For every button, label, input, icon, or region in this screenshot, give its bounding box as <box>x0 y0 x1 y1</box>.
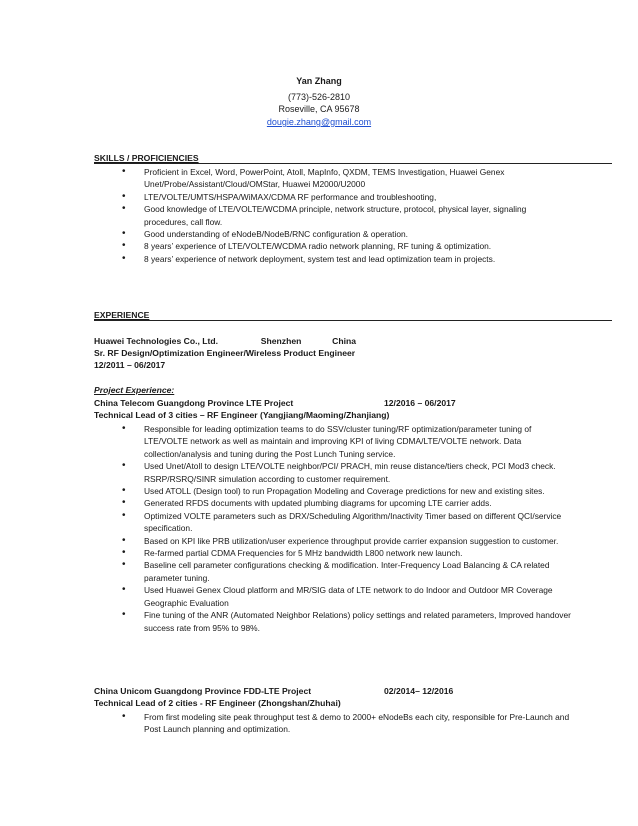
company-country: China <box>332 336 357 346</box>
skill-item: • Proficient in Excel, Word, PowerPoint, Atoll, MapInfo, QXDM, TEMS Investigation, Huawei Genex Unet/Probe/Assistant/Cloud/OMStar, Huawei M2000/U2000 <box>119 166 559 191</box>
responsibility-item: • From first modeling site peak throughput test & demo to 2000+ eNodeBs each city, responsible for Pre-Launch and Post Launch planning and optimization. <box>119 711 574 736</box>
email-link[interactable]: dougie.zhang@gmail.com <box>266 117 372 127</box>
responsibility-item: • Generated RFDS documents with updated plumbing diagrams for upcoming LTE carrier adds. <box>119 497 574 509</box>
experience-heading: EXPERIENCE <box>94 310 612 321</box>
projects-label: Project Experience: <box>94 385 175 395</box>
skill-item: • 8 years’ experience of network deployment, system test and lead optimization team in projects. <box>119 253 559 265</box>
project-dates: 02/2014– 12/2016 <box>384 686 454 696</box>
skill-item: • Good knowledge of LTE/VOLTE/WCDMA principle, network structure, protocol, physical layer, signaling procedures, call flow. <box>119 203 559 228</box>
responsibility-item: • Baseline cell parameter configurations checking & modification. Inter-Frequency Load Balancing & CA related parameter tuning. <box>119 559 574 584</box>
company-name: Huawei Technologies Co., Ltd. <box>94 336 218 346</box>
phone-number: (773)-526-2810 <box>287 92 351 102</box>
project-role: Technical Lead of 2 cities - RF Engineer (Zhongshan/Zhuhai) <box>94 698 341 708</box>
skills-heading: SKILLS / PROFICIENCIES <box>94 153 612 164</box>
project-responsibilities <box>119 423 574 634</box>
project-name: China Unicom Guangdong Province FDD-LTE Project <box>94 686 312 696</box>
job-period: 12/2011 – 06/2017 <box>94 360 166 370</box>
project-name: China Telecom Guangdong Province LTE Project <box>94 398 294 408</box>
project-role: Technical Lead of 3 cities – RF Engineer (Yangjiang/Maoming/Zhanjiang) <box>94 410 390 420</box>
responsibility-item: • Optimized VOLTE parameters such as DRX/Scheduling Algorithm/Inactivity Timer based on different QCI/service specification. <box>119 510 574 535</box>
job-title: Sr. RF Design/Optimization Engineer/Wireless Product Engineer <box>94 348 356 358</box>
responsibility-item: • Fine tuning of the ANR (Automated Neighbor Relations) policy settings and related parameters, Improved handover success rate from 95% to 98%. <box>119 609 574 634</box>
project-responsibilities <box>119 711 574 736</box>
employer-line <box>94 336 356 347</box>
responsibility-item: • Used Unet/Atoll to design LTE/VOLTE neighbor/PCI/ PRACH, min reuse distance/tiers check, PCI Mod3 check. RSRP/RSRQ/SINR simulation according to customer requirement. <box>119 460 574 485</box>
responsibility-item: • Based on KPI like PRB utilization/user experience throughput provide carrier expansion suggestion to customer. <box>119 535 574 547</box>
responsibility-item: • Used Huawei Genex Cloud platform and MR/SIG data of LTE network to do Indoor and Outdoor MR Coverage Geographic Evaluation <box>119 584 574 609</box>
responsibility-item: • Responsible for leading optimization teams to do SSV/cluster tuning/RF optimization/parameter tuning of LTE/VOLTE network as well as maintain and improving KPI of living CDMA/LTE/VOLTE network. Data collection/analysis and tuning during the Post Lunch Tuning service. <box>119 423 574 460</box>
skill-item: • 8 years’ experience of LTE/VOLTE/WCDMA radio network planning, RF tuning & optimization. <box>119 240 559 252</box>
candidate-name: Yan Zhang <box>296 76 342 86</box>
project-dates: 12/2016 – 06/2017 <box>384 398 456 408</box>
skill-item: • Good understanding of eNodeB/NodeB/RNC configuration & operation. <box>119 228 559 240</box>
project-header <box>94 398 293 409</box>
address: Roseville, CA 95678 <box>278 104 360 114</box>
responsibility-item: • Used ATOLL (Design tool) to run Propagation Modeling and Coverage predictions for new and existing sites. <box>119 485 574 497</box>
company-city: Shenzhen <box>260 336 302 346</box>
responsibility-item: • Re-farmed partial CDMA Frequencies for 5 MHz bandwidth L800 network new launch. <box>119 547 574 559</box>
skill-item: • LTE/VOLTE/UMTS/HSPA/WiMAX/CDMA RF performance and troubleshooting, <box>119 191 559 203</box>
skills-list <box>119 166 559 265</box>
